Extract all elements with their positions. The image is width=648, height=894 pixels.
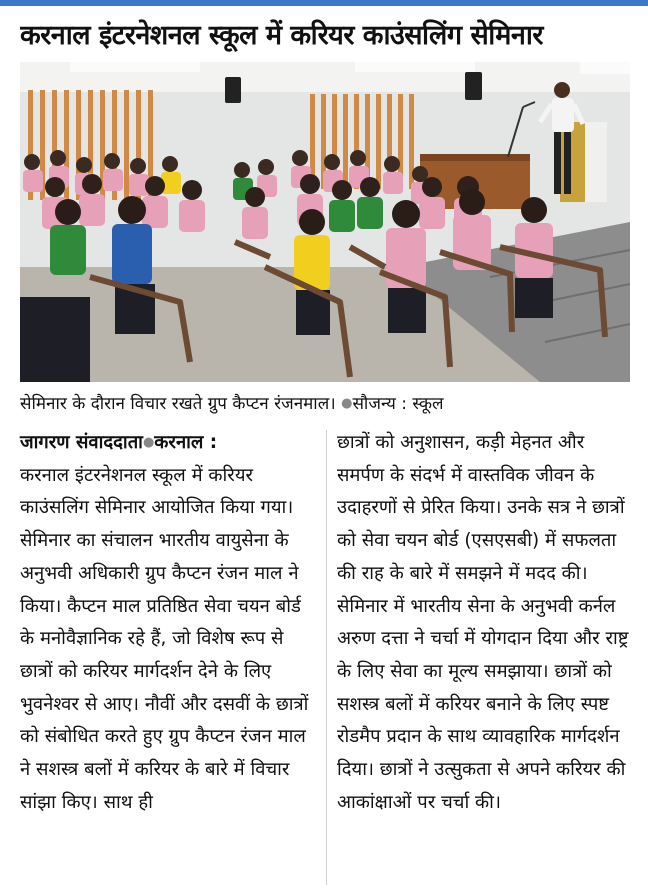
caption-text: सेमिनार के दौरान विचार रखते ग्रुप कैप्टन रंजनमाल। xyxy=(20,394,336,414)
headline: करनाल इंटरनेशनल स्कूल में करियर काउंसलिंग सेमिनार xyxy=(20,20,543,51)
byline xyxy=(20,427,316,460)
seminar-photo-illustration xyxy=(20,62,630,382)
seminar-photo xyxy=(20,62,630,382)
byline-bullet: ● xyxy=(142,435,155,450)
top-color-rule xyxy=(0,0,648,6)
caption-credit: सौजन्य : स्कूल xyxy=(352,394,444,414)
caption-bullet: ● xyxy=(341,396,353,411)
photo-caption xyxy=(20,392,630,416)
column-divider xyxy=(326,430,327,885)
byline-reporter: जागरण संवाददाता xyxy=(20,432,143,453)
article-column-right xyxy=(337,427,633,819)
article-column-left xyxy=(20,427,316,819)
byline-place: करनाल : xyxy=(154,432,218,453)
article-body-left: करनाल इंटरनेशनल स्कूल में करियर काउंसलिंग सेमिनार आयोजित किया गया। सेमिनार का संचालन भारतीय वायुसेना के अनुभवी अधिकारी ग्रुप कैप्टन रंजन माल ने किया। कैप्टन माल प्रतिष्ठित सेवा चयन बोर्ड के मनोवैज्ञानिक रहे हैं, जो विशेष रूप से छात्रों को करियर मार्गदर्शन देने के लिए भुवनेश्वर से आए। नौवीं और दसवीं के छात्रों को संबोधित करते हुए ग्रुप कैप्टन रंजन माल ने सशस्त्र बलों में करियर के बारे में विचार सांझा किए। साथ ही xyxy=(20,464,309,813)
article-body-right: छात्रों को अनुशासन, कड़ी मेहनत और समर्पण के संदर्भ में वास्तविक जीवन के उदाहरणों से प्रेरित किया। उनके सत्र ने छात्रों को सेवा चयन बोर्ड (एसएसबी) में सफलता की राह के बारे में समझने में मदद की। सेमिनार में भारतीय सेना के अनुभवी कर्नल अरुण दत्ता ने चर्चा में योगदान दिया और राष्ट्र के लिए सेवा का मूल्य समझाया। छात्रों को सशस्त्र बलों में करियर बनाने के लिए स्पष्ट रोडमैप प्रदान के साथ व्यावहारिक मार्गदर्शन दिया। छात्रों ने उत्सुकता से अपने करियर की आकांक्षाओं पर चर्चा की। xyxy=(337,432,629,813)
